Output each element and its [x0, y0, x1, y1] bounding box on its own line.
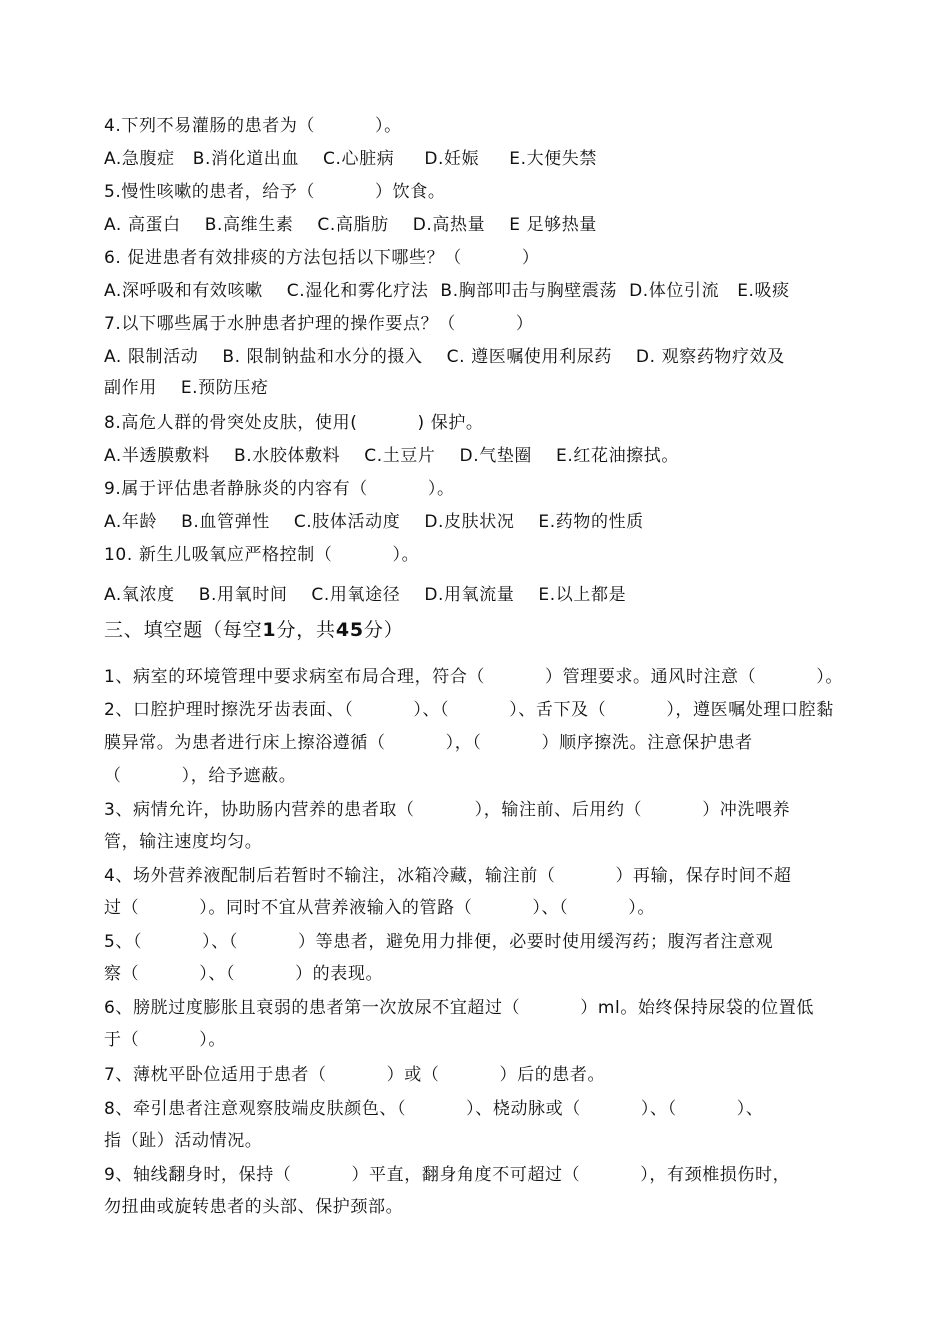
- fill-4-line2: 过（ ）。同时不宜从营养液输入的管路（ ）、（ ）。: [104, 898, 655, 918]
- fill-6-line1: 6、膀胱过度膨胀且衰弱的患者第一次放尿不宜超过（ ）ml。始终保持尿袋的位置低: [104, 998, 814, 1018]
- fill-2-line2: 膜异常。为患者进行床上擦浴遵循（ ），（ ）顺序擦洗。注意保护患者: [104, 733, 753, 753]
- fill-3-line1: 3、病情允许，协助肠内营养的患者取（ ），输注前、后用约（ ）冲洗喂养: [104, 800, 791, 820]
- fill-8-line2: 指（趾）活动情况。: [104, 1131, 263, 1151]
- fill-8-line1: 8、牵引患者注意观察肢端皮肤颜色、（ ）、桡动脉或（ ）、（ ）、: [104, 1099, 764, 1119]
- fill-6-line2: 于（ ）。: [104, 1030, 226, 1050]
- question-4-stem: 4.下列不易灌肠的患者为（ ）。: [104, 116, 402, 136]
- fill-4-line1: 4、场外营养液配制后若暂时不输注，冰箱冷藏，输注前（ ）再输，保存时间不超: [104, 866, 792, 886]
- fill-1-line1: 1、病室的环境管理中要求病室布局合理，符合（ ）管理要求。通风时注意（ ）。: [104, 667, 843, 687]
- question-10-stem: 10. 新生儿吸氧应严格控制（ ）。: [104, 545, 420, 565]
- section-3-total: 45: [335, 619, 364, 641]
- fill-9-line2: 勿扭曲或旋转患者的头部、保护颈部。: [104, 1197, 404, 1217]
- section-3-middle: 分，共: [276, 619, 336, 641]
- section-3-suffix: 分）: [363, 619, 404, 641]
- question-9-stem: 9.属于评估患者静脉炎的内容有（ ）。: [104, 479, 455, 499]
- question-9-options: A.年龄 B.血管弹性 C.肢体活动度 D.皮肤状况 E.药物的性质: [104, 512, 644, 532]
- fill-2-line1: 2、口腔护理时擦洗牙齿表面、（ ）、（ ）、舌下及（ ），遵医嘱处理口腔黏: [104, 700, 834, 720]
- question-8-options: A.半透膜敷料 B.水胶体敷料 C.土豆片 D.气垫圈 E.红花油擦拭。: [104, 446, 679, 466]
- fill-3-line2: 管，输注速度均匀。: [104, 832, 263, 852]
- question-5-options: A. 高蛋白 B.高维生素 C.高脂肪 D.高热量 E 足够热量: [104, 215, 597, 235]
- fill-5-line1: 5、（ ）、（ ）等患者，避免用力排便，必要时使用缓泻药；腹泻者注意观: [104, 932, 774, 952]
- section-3-prefix: 三、填空题（每空: [104, 619, 263, 641]
- question-6-stem: 6. 促进患者有效排痰的方法包括以下哪些？（ ）: [104, 248, 540, 268]
- question-10-options: A.氧浓度 B.用氧时间 C.用氧途径 D.用氧流量 E.以上都是: [104, 585, 627, 605]
- question-6-options: A.深呼吸和有效咳嗽 C.湿化和雾化疗法 B.胸部叩击与胸壁震荡 D.体位引流 E.吸痰: [104, 281, 790, 301]
- section-3-heading: [104, 618, 404, 642]
- question-7-options-line2: 副作用 E.预防压疮: [104, 378, 269, 398]
- question-5-stem: 5.慢性咳嗽的患者，给予（ ）饮食。: [104, 182, 446, 202]
- fill-2-line3: （ ），给予遮蔽。: [104, 766, 297, 786]
- fill-5-line2: 察（ ）、（ ）的表现。: [104, 964, 384, 984]
- question-7-options-line1: A. 限制活动 B. 限制钠盐和水分的摄入 C. 遵医嘱使用利尿药 D. 观察药物疗效及: [104, 347, 785, 367]
- fill-9-line1: 9、轴线翻身时，保持（ ）平直，翻身角度不可超过（ ），有颈椎损伤时，: [104, 1165, 791, 1185]
- question-7-stem: 7.以下哪些属于水肿患者护理的操作要点？（ ）: [104, 314, 534, 334]
- fill-7-line1: 7、薄枕平卧位适用于患者（ ）或（ ）后的患者。: [104, 1065, 606, 1085]
- question-8-stem: 8.高危人群的骨突处皮肤，使用( ) 保护。: [104, 413, 484, 433]
- question-4-options: A.急腹症 B.消化道出血 C.心脏病 D.妊娠 E.大便失禁: [104, 149, 597, 169]
- section-3-per-blank: 1: [262, 619, 277, 641]
